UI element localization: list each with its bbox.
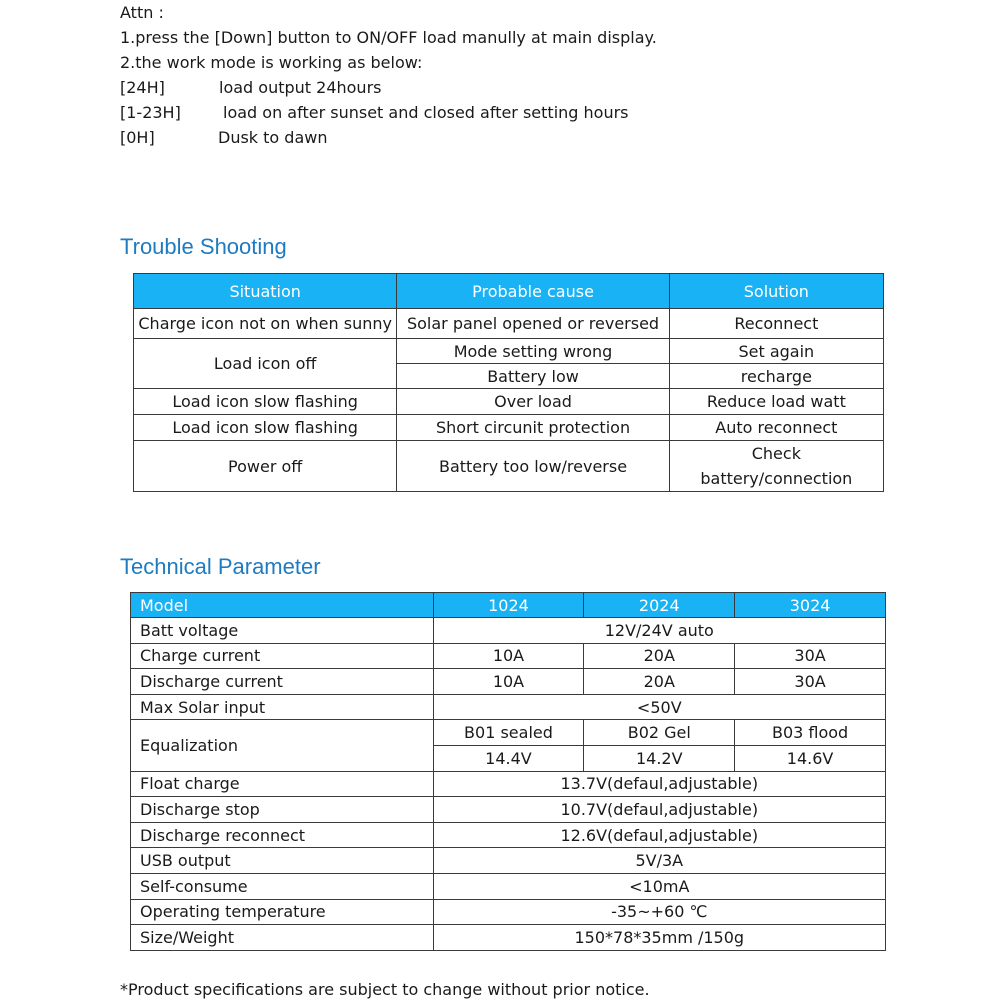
param-value: 150*78*35mm /150g <box>433 925 885 951</box>
header-model-3024: 3024 <box>735 593 886 618</box>
table-row <box>131 643 886 669</box>
param-label: Discharge reconnect <box>131 822 434 848</box>
header-model-1024: 1024 <box>433 593 584 618</box>
param-label: Discharge current <box>131 669 434 695</box>
mode-key: [0H] <box>120 128 155 147</box>
cell-cause: Over load <box>397 389 669 415</box>
table-row <box>131 720 886 746</box>
cell-cause: Short circunit protection <box>397 415 669 441</box>
attn-notes <box>120 0 657 150</box>
param-value: 14.6V <box>735 745 886 771</box>
table-header-row <box>131 593 886 618</box>
param-label: Batt voltage <box>131 618 434 644</box>
table-row <box>131 618 886 644</box>
attn-line-2: 2.the work mode is working as below: <box>120 53 423 72</box>
param-value: -35~+60 ℃ <box>433 899 885 925</box>
trouble-shooting-table <box>133 273 884 492</box>
param-value: 30A <box>735 643 886 669</box>
table-row <box>134 415 884 441</box>
cell-cause: Solar panel opened or reversed <box>397 309 669 339</box>
mode-key: [24H] <box>120 78 165 97</box>
mode-row <box>120 125 657 150</box>
param-label: USB output <box>131 848 434 874</box>
cell-cause: Battery low <box>397 364 669 389</box>
technical-parameter-table <box>130 592 886 951</box>
table-row <box>131 822 886 848</box>
param-value: <50V <box>433 694 885 720</box>
param-value: 13.7V(defaul,adjustable) <box>433 771 885 797</box>
cell-solution: Reduce load watt <box>669 389 883 415</box>
header-solution: Solution <box>669 274 883 309</box>
mode-key: [1-23H] <box>120 103 181 122</box>
param-value: 10.7V(defaul,adjustable) <box>433 797 885 823</box>
param-value: 30A <box>735 669 886 695</box>
param-label: Float charge <box>131 771 434 797</box>
param-value: 14.4V <box>433 745 584 771</box>
header-model-2024: 2024 <box>584 593 735 618</box>
cell-situation: Load icon slow flashing <box>134 389 397 415</box>
cell-cause: Battery too low/reverse <box>397 441 669 492</box>
cell-solution: recharge <box>669 364 883 389</box>
table-row <box>131 694 886 720</box>
cell-solution: Reconnect <box>669 309 883 339</box>
param-label: Size/Weight <box>131 925 434 951</box>
cell-situation: Power off <box>134 441 397 492</box>
param-value: 20A <box>584 669 735 695</box>
header-situation: Situation <box>134 274 397 309</box>
trouble-shooting-title: Trouble Shooting <box>120 234 287 259</box>
mode-desc: load output 24hours <box>219 78 382 97</box>
table-header-row <box>134 274 884 309</box>
param-value: <10mA <box>433 873 885 899</box>
param-label: Operating temperature <box>131 899 434 925</box>
param-value: 20A <box>584 643 735 669</box>
param-value: B01 sealed <box>433 720 584 746</box>
cell-solution <box>669 441 883 492</box>
param-value: B02 Gel <box>584 720 735 746</box>
cell-solution: Auto reconnect <box>669 415 883 441</box>
header-model: Model <box>131 593 434 618</box>
cell-situation: Load icon off <box>134 339 397 389</box>
attn-heading: Attn : <box>120 3 164 22</box>
param-value: 5V/3A <box>433 848 885 874</box>
header-cause: Probable cause <box>397 274 669 309</box>
table-row <box>131 669 886 695</box>
param-label: Discharge stop <box>131 797 434 823</box>
param-value: 14.2V <box>584 745 735 771</box>
table-row <box>134 389 884 415</box>
mode-row <box>120 100 657 125</box>
param-label: Max Solar input <box>131 694 434 720</box>
mode-desc: Dusk to dawn <box>218 128 328 147</box>
table-row <box>131 925 886 951</box>
param-label: Self-consume <box>131 873 434 899</box>
table-row <box>131 797 886 823</box>
table-row <box>134 309 884 339</box>
footnote: *Product specifications are subject to change without prior notice. <box>120 980 650 999</box>
table-row <box>131 771 886 797</box>
param-label: Charge current <box>131 643 434 669</box>
param-value: B03 flood <box>735 720 886 746</box>
cell-situation: Load icon slow flashing <box>134 415 397 441</box>
solution-line-1: Check <box>751 444 801 463</box>
solution-line-2: battery/connection <box>700 469 853 488</box>
param-value: 12.6V(defaul,adjustable) <box>433 822 885 848</box>
table-row <box>131 899 886 925</box>
mode-row <box>120 75 657 100</box>
cell-solution: Set again <box>669 339 883 364</box>
technical-parameter-title: Technical Parameter <box>120 554 321 579</box>
table-row <box>131 873 886 899</box>
table-row <box>134 441 884 492</box>
param-value: 10A <box>433 643 584 669</box>
param-label: Equalization <box>131 720 434 771</box>
table-row <box>131 848 886 874</box>
param-value: 10A <box>433 669 584 695</box>
param-value: 12V/24V auto <box>433 618 885 644</box>
mode-desc: load on after sunset and closed after setting hours <box>223 103 629 122</box>
table-row <box>134 339 884 364</box>
cell-situation: Charge icon not on when sunny <box>134 309 397 339</box>
attn-line-1: 1.press the [Down] button to ON/OFF load manully at main display. <box>120 28 657 47</box>
cell-cause: Mode setting wrong <box>397 339 669 364</box>
